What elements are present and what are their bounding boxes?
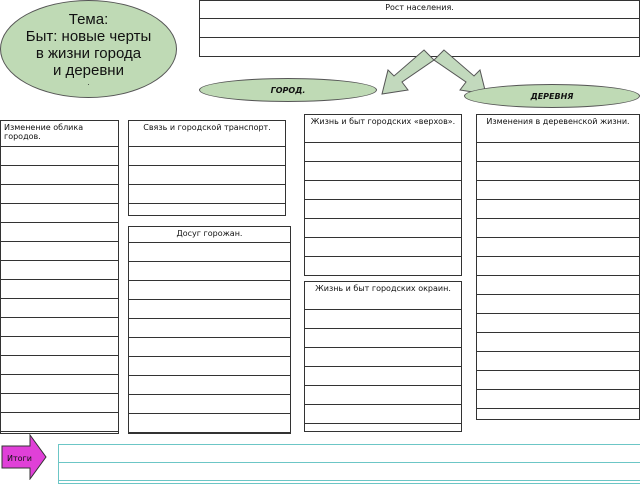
city-label: ГОРОД. xyxy=(270,85,306,95)
city-look-title: Изменение облика городов. xyxy=(1,121,118,147)
city-label-oval xyxy=(199,78,377,102)
leisure-box xyxy=(128,226,291,434)
leisure-title: Досуг горожан. xyxy=(129,227,290,243)
village-changes-box xyxy=(476,114,640,420)
elite-life-lines[interactable] xyxy=(305,143,461,275)
transport-box xyxy=(128,120,286,216)
transport-title: Связь и городской транспорт. xyxy=(129,121,285,147)
village-label-oval xyxy=(464,84,640,108)
topic-line-1: Тема: xyxy=(68,11,109,28)
transport-lines[interactable] xyxy=(129,147,285,215)
topic-line-3: в жизни города xyxy=(35,45,142,62)
topic-dot: . xyxy=(87,78,90,87)
population-row[interactable] xyxy=(200,19,639,38)
elite-life-title: Жизнь и быт городских «верхов». xyxy=(305,115,461,143)
leisure-lines[interactable] xyxy=(129,243,290,433)
outskirts-life-lines[interactable] xyxy=(305,310,461,431)
population-growth-title: Рост населения. xyxy=(200,1,639,19)
summary-box[interactable] xyxy=(58,444,640,484)
village-changes-lines[interactable] xyxy=(477,143,639,419)
arrow-to-city-icon xyxy=(368,48,438,98)
summary-label: Итоги xyxy=(7,453,32,463)
city-look-box xyxy=(0,120,119,434)
topic-line-4: и деревни xyxy=(53,62,124,79)
outskirts-life-title: Жизнь и быт городских окраин. xyxy=(305,282,461,310)
elite-life-box xyxy=(304,114,462,276)
topic-oval xyxy=(0,0,177,98)
city-look-lines[interactable] xyxy=(1,147,118,433)
topic-line-2: Быт: новые черты xyxy=(25,28,152,45)
outskirts-life-box xyxy=(304,281,462,432)
village-changes-title: Изменения в деревенской жизни. xyxy=(477,115,639,143)
village-label: ДЕРЕВНЯ xyxy=(530,91,574,101)
